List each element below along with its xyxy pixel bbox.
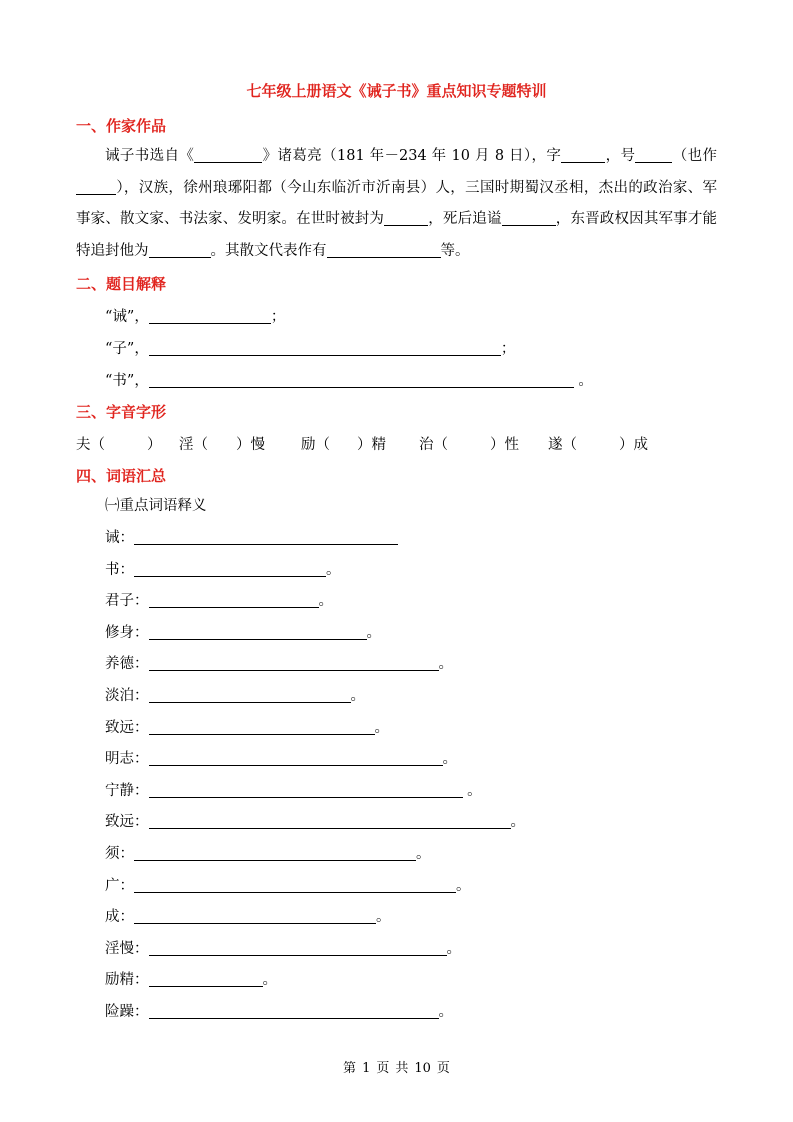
vocab-row <box>105 560 341 580</box>
answer-blank[interactable] <box>149 654 439 671</box>
answer-blank[interactable] <box>149 371 574 388</box>
section-heading-title-explain: 二、题目解释 <box>76 275 167 293</box>
section-heading-author: 一、作家作品 <box>76 117 167 135</box>
vocab-end-punct: 。 <box>442 751 457 768</box>
title-explain-label: “诫”， <box>105 309 149 325</box>
vocab-end-punct: 。 <box>318 593 333 610</box>
vocab-row <box>105 718 389 738</box>
vocab-term: 致远： <box>105 719 149 736</box>
vocab-term: 励精： <box>105 972 149 989</box>
vocab-row <box>105 686 365 706</box>
footer-ye: 页 <box>436 1061 450 1076</box>
vocab-end-punct: 。 <box>374 719 389 736</box>
answer-blank[interactable] <box>134 876 456 893</box>
vocab-term: 诫： <box>105 530 134 546</box>
vocab-end-punct: 。 <box>326 561 341 578</box>
author-text: ），汉族，徐州琅琊阳都（今山东临沂市沂南县）人，三国时期蜀汉丞相，杰出的政治家、军事家、散文家、书法家、发明家。在世时被封为 <box>76 179 717 227</box>
blank-representative-work[interactable] <box>327 241 441 258</box>
author-text: 诫子书选自《 <box>105 148 195 164</box>
vocab-term: 宁静： <box>105 782 149 799</box>
vocab-term: 须： <box>105 846 134 862</box>
pronunciation-item[interactable] <box>548 433 648 454</box>
vocab-end-punct: 。 <box>446 940 461 957</box>
vocab-end-punct: 。 <box>416 846 431 862</box>
pronunciation-pre: 遂（ <box>548 437 577 453</box>
title-explain-end: 。 <box>573 373 593 389</box>
title-explain-end: ； <box>270 309 286 325</box>
vocab-term: 君子： <box>105 593 149 610</box>
pronunciation-post: ）精 <box>357 437 386 453</box>
vocab-term: 明志： <box>105 751 149 768</box>
pronunciation-pre: 淫（ <box>179 437 208 453</box>
vocab-row <box>105 844 431 864</box>
vocab-term: 成： <box>105 909 134 926</box>
title-explain-end: ； <box>500 341 516 357</box>
pronunciation-post: ）性 <box>490 437 519 453</box>
pronunciation-item[interactable] <box>301 433 386 454</box>
vocab-term: 广： <box>105 877 134 894</box>
vocab-term: 修身： <box>105 624 149 641</box>
vocab-term: 险躁： <box>105 1004 149 1020</box>
page-footer <box>0 1057 793 1076</box>
answer-blank[interactable] <box>149 591 319 608</box>
author-text: ，号 <box>605 148 636 164</box>
vocab-row <box>105 654 453 674</box>
pronunciation-pre: 夫（ <box>76 437 105 453</box>
vocab-subheading: ㈠重点词语释义 <box>105 498 207 514</box>
vocab-row <box>105 876 471 896</box>
pronunciation-item[interactable] <box>179 433 265 454</box>
vocab-end-punct: 。 <box>462 782 482 799</box>
vocab-row <box>105 591 333 611</box>
vocab-end-punct: 。 <box>366 624 381 641</box>
footer-page-number: 1 <box>362 1061 371 1076</box>
blank-book-source[interactable] <box>194 146 262 163</box>
pronunciation-post: ）慢 <box>236 437 265 453</box>
vocab-term: 书： <box>105 561 134 578</box>
section-heading-vocabulary: 四、词语汇总 <box>76 467 167 485</box>
answer-blank[interactable] <box>149 812 511 829</box>
author-text: 》诸葛亮（181 年－234 年 10 月 8 日），字 <box>262 148 562 164</box>
vocab-end-punct: 。 <box>376 909 391 926</box>
answer-blank[interactable] <box>134 560 326 577</box>
author-text: （也作 <box>672 148 718 164</box>
author-text: 。其散文代表作有 <box>210 242 327 259</box>
answer-blank[interactable] <box>149 781 463 798</box>
vocab-term: 淫慢： <box>105 940 149 957</box>
vocab-row <box>105 907 391 927</box>
answer-blank[interactable] <box>149 749 443 766</box>
blank-alt-name[interactable] <box>76 178 116 195</box>
vocab-end-punct: 。 <box>262 972 277 989</box>
author-text: ，东晋政权因其军事才能特追封他为 <box>76 211 718 259</box>
vocab-term: 致远： <box>105 814 149 831</box>
author-text: 等。 <box>440 242 470 259</box>
pronunciation-post: ）成 <box>619 437 648 453</box>
blank-art-name[interactable] <box>635 146 672 163</box>
vocab-end-punct: 。 <box>350 688 365 704</box>
title-explain-row <box>105 339 515 359</box>
pronunciation-item[interactable] <box>76 433 162 454</box>
vocab-row <box>105 528 398 548</box>
title-explain-row <box>105 307 285 327</box>
blank-posthumous-name[interactable] <box>502 209 556 226</box>
answer-blank[interactable] <box>149 970 263 987</box>
answer-blank[interactable] <box>149 623 367 640</box>
vocab-term: 养德： <box>105 656 149 673</box>
vocab-end-punct: 。 <box>438 1004 453 1020</box>
footer-ye: 页 <box>376 1061 390 1076</box>
answer-blank[interactable] <box>149 686 351 703</box>
title-explain-label: “书”， <box>105 373 149 389</box>
answer-blank[interactable] <box>149 1002 439 1019</box>
vocab-row <box>105 781 482 801</box>
vocab-end-punct: 。 <box>438 656 453 673</box>
vocab-row <box>105 1002 453 1022</box>
answer-blank[interactable] <box>134 844 416 861</box>
pronunciation-item[interactable] <box>419 433 519 454</box>
footer-total-pages: 10 <box>414 1061 431 1076</box>
author-text: ，死后追谥 <box>428 211 502 227</box>
title-explain-row <box>105 371 593 391</box>
pronunciation-pre: 励（ <box>301 437 330 453</box>
answer-blank[interactable] <box>134 528 398 545</box>
answer-blank[interactable] <box>149 939 447 956</box>
author-paragraph <box>76 141 717 267</box>
answer-blank[interactable] <box>149 307 271 324</box>
vocab-row <box>105 623 381 643</box>
vocab-term: 淡泊： <box>105 688 149 704</box>
footer-gong: 共 <box>395 1061 409 1076</box>
vocab-end-punct: 。 <box>510 814 525 831</box>
blank-title[interactable] <box>384 209 428 226</box>
vocab-row <box>105 970 277 990</box>
answer-blank[interactable] <box>149 339 501 356</box>
answer-blank[interactable] <box>134 907 376 924</box>
pronunciation-pre: 治（ <box>419 437 448 453</box>
vocab-end-punct: 。 <box>456 877 471 894</box>
blank-courtesy-name[interactable] <box>561 146 605 163</box>
vocab-row <box>105 749 457 769</box>
page-title: 七年级上册语文《诫子书》重点知识专题特训 <box>246 82 547 100</box>
pronunciation-post: ） <box>147 437 162 453</box>
vocab-row <box>105 812 525 832</box>
footer-di: 第 <box>343 1061 357 1076</box>
vocab-row <box>105 939 461 959</box>
answer-blank[interactable] <box>149 718 375 735</box>
blank-conferred-title[interactable] <box>149 241 211 258</box>
title-explain-label: “子”， <box>105 341 149 357</box>
section-heading-pronunciation: 三、字音字形 <box>76 403 167 421</box>
